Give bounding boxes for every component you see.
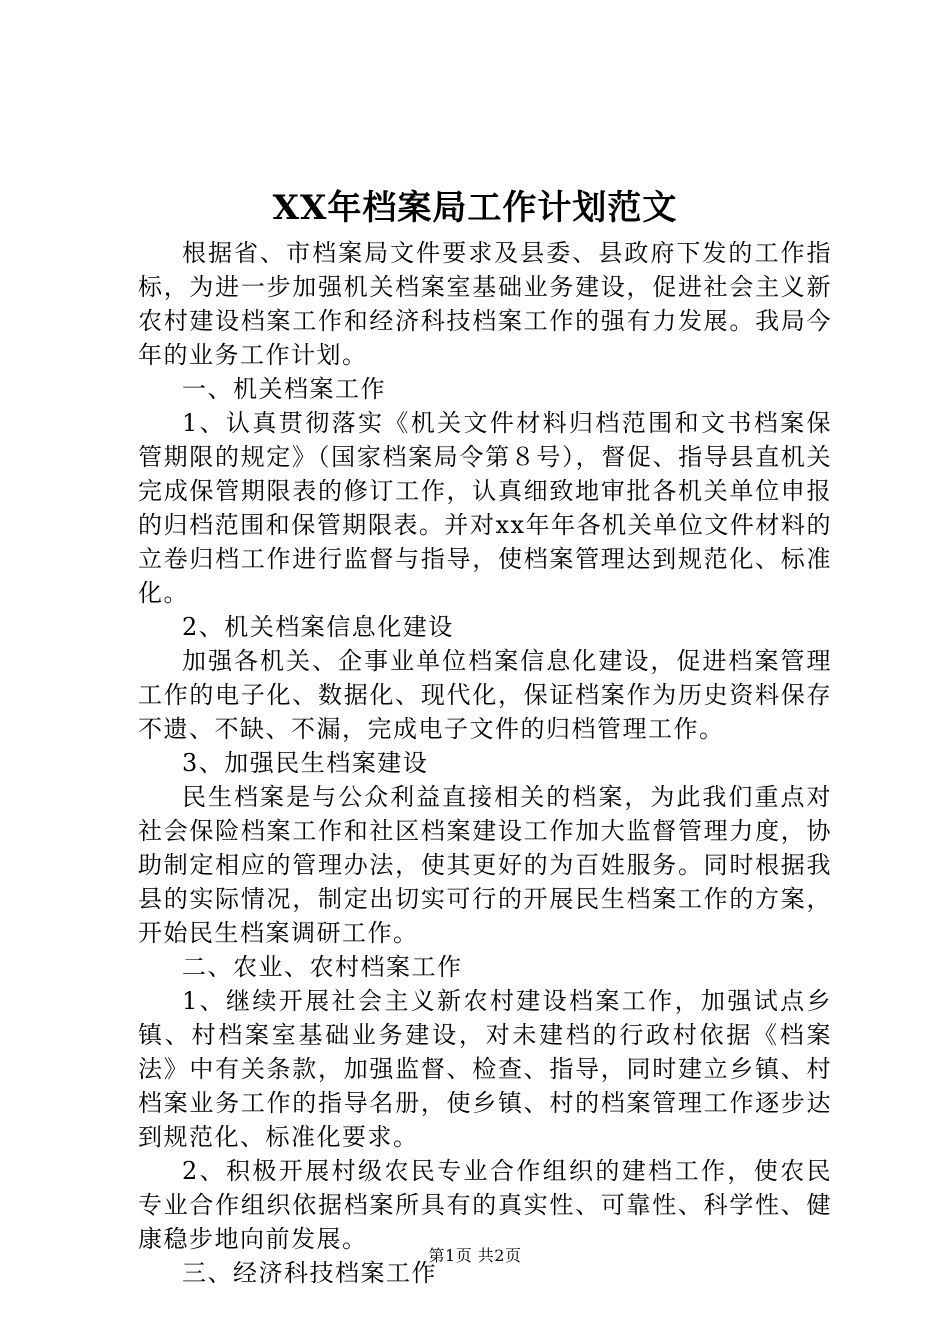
document-body	[138, 236, 832, 1290]
section-heading-1: 一、机关档案工作	[182, 375, 386, 403]
section-1-item-2-heading: 2、机关档案信息化建设	[182, 613, 454, 641]
section-1-item-2-paragraph: 加强各机关、企事业单位档案信息化建设，促进档案管理工作的电子化、数据化、现代化，保证档案作为历史资料保存不遗、不缺、不漏，完成电子文件的归档管理工作。	[138, 647, 832, 743]
section-1-item-3-paragraph: 民生档案是与公众利益直接相关的档案，为此我们重点对社会保险档案工作和社区档案建设工作加大监督管理力度，协助制定相应的管理办法，使其更好的为百姓服务。同时根据我县的实际情况，制定出切实可行的开展民生档案工作的方案，开始民生档案调研工作。	[138, 783, 832, 947]
section-2-item-2-paragraph: 2、积极开展村级农民专业合作组织的建档工作，使农民专业合作组织依据档案所具有的真实性、可靠性、科学性、健康稳步地向前发展。	[138, 1157, 832, 1253]
section-1-item-1-paragraph: 1、认真贯彻落实《机关文件材料归档范围和文书档案保管期限的规定》（国家档案局令第８号），督促、指导县直机关完成保管期限表的修订工作，认真细致地审批各机关单位申报的归档范围和保管期限表。并对xx年年各机关单位文件材料的立卷归档工作进行监督与指导，使档案管理达到规范化、标准化。	[138, 409, 832, 607]
section-1-item-3-heading: 3、加强民生档案建设	[182, 749, 429, 777]
section-heading-3: 三、经济科技档案工作	[182, 1259, 437, 1287]
intro-paragraph: 根据省、市档案局文件要求及县委、县政府下发的工作指标，为进一步加强机关档案室基础业务建设，促进社会主义新农村建设档案工作和经济科技档案工作的强有力发展。我局今年的业务工作计划。	[138, 239, 832, 369]
page-number-footer: 第1页 共2页	[428, 1246, 522, 1265]
section-2-item-1-paragraph: 1、继续开展社会主义新农村建设档案工作，加强试点乡镇、村档案室基础业务建设，对未建档的行政村依据《档案法》中有关条款，加强监督、检查、指导，同时建立乡镇、村档案业务工作的指导名册，使乡镇、村的档案管理工作逐步达到规范化、标准化要求。	[138, 987, 832, 1151]
document-title: XX年档案局工作计划范文	[272, 188, 678, 228]
section-heading-2: 二、农业、农村档案工作	[182, 953, 463, 981]
